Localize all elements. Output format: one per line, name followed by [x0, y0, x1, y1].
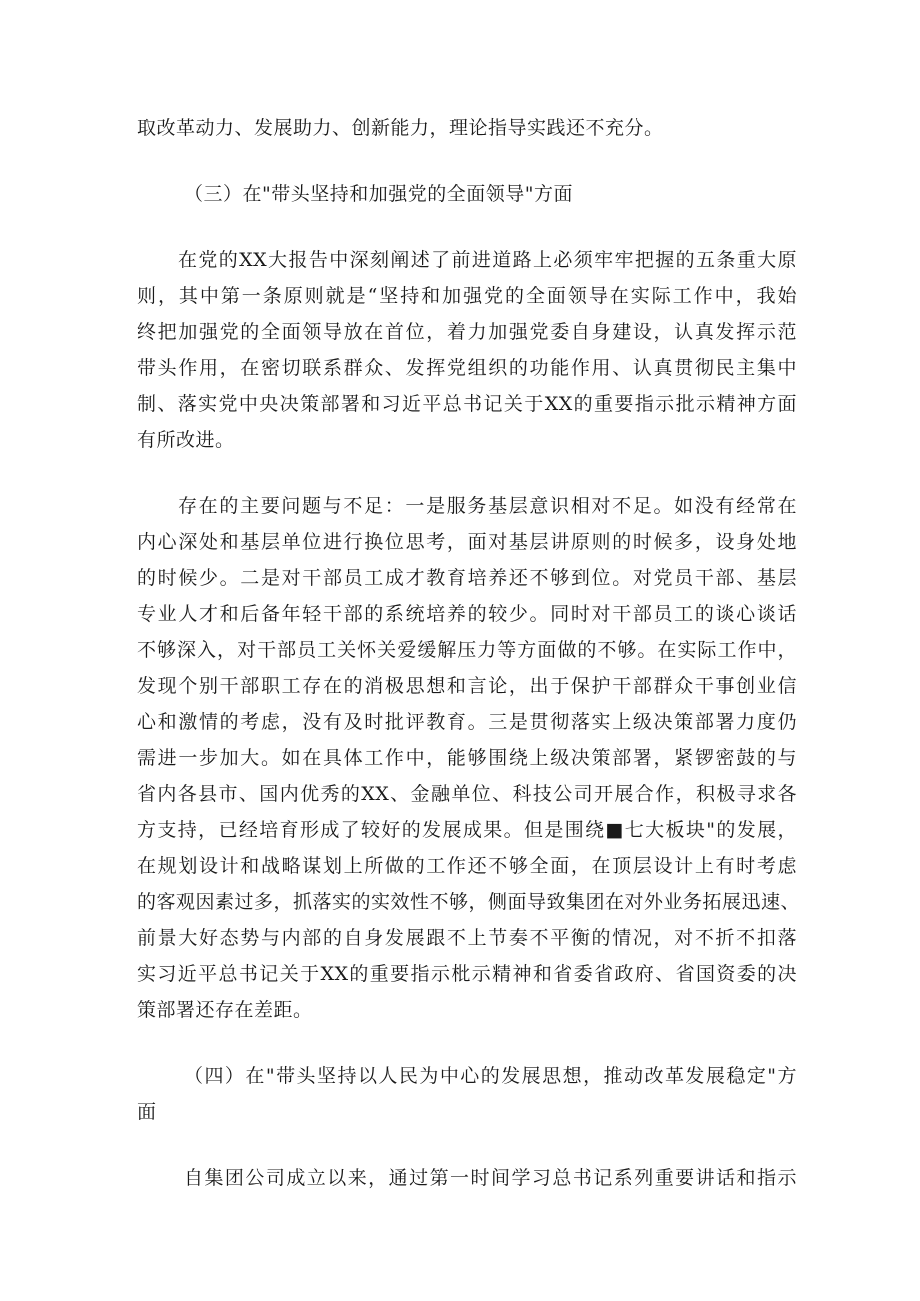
paragraph-line: 发现个别干部职工存在的消极思想和言论，出于保护干部群众干事创业信	[137, 675, 797, 697]
paragraph-line: 终把加强党的全面领导放在首位，着力加强党委自身建设，认真发挥示范	[137, 321, 797, 343]
paragraph-line: 制、落实党中央决策部署和习近平总书记关于XX的重要指示批示精神方面	[137, 393, 797, 415]
paragraph-line: 心和激情的考虑，没有及时批评教育。三是贯彻落实上级决策部署力度仍	[137, 711, 797, 733]
paragraph-line: 需进一步加大。如在具体工作中，能够围绕上级决策部署，紧锣密鼓的与	[137, 747, 797, 769]
paragraph-line: 前景大好态势与内部的自身发展跟不上节奏不平衡的情况，对不折不扣落	[137, 927, 797, 949]
paragraph-line: 实习近平总书记关于XX的重要指示枇示精神和省委省政府、省国资委的决	[137, 963, 797, 985]
paragraph-line: 的客观因素过多，抓落实的实效性不够，侧面导致集团在对外业务拓展迅速、	[137, 891, 801, 913]
paragraph-line: 带头作用，在密切联系群众、发挥党组织的功能作用、认真贯彻民主集中	[137, 357, 797, 379]
paragraph-line: 的时候少。二是对干部员工成才教育培养还不够到位。对党员干部、基层	[137, 567, 797, 589]
paragraph-line: 取改革动力、发展助力、创新能力，理论指导实践还不充分。	[137, 117, 664, 139]
section-heading: （四）在"带头坚持以人民为中心的发展思想，推动改革发展稳定"方	[184, 1065, 797, 1087]
paragraph-line: 则，其中第一条原则就是“坚持和加强党的全面领导在实际工作中，我始	[137, 285, 797, 307]
section-heading: （三）在"带头坚持和加强党的全面领导"方面	[184, 183, 573, 205]
paragraph-line: 自集团公司成立以来，通过第一时间学习总书记系列重要讲话和指示	[184, 1167, 797, 1189]
paragraph-line: 方支持，已经培育形成了较好的发展成果。但是围绕■七大板块"的发展，	[137, 819, 797, 841]
paragraph-line: 专业人才和后备年轻干部的系统培养的较少。同时对干部员工的谈心谈话	[137, 603, 797, 625]
paragraph-line: 存在的主要问题与不足：一是服务基层意识相对不足。如没有经常在	[178, 495, 797, 517]
paragraph-line: 省内各县市、国内优秀的XX、金融单位、科技公司开展合作，积极寻求各	[137, 783, 797, 805]
paragraph-line: 不够深入，对干部员工关怀关爱缓解压力等方面做的不够。在实际工作中，	[137, 639, 797, 661]
paragraph-line: 内心深处和基层单位进行换位思考，面对基层讲原则的时候多，设身处地	[137, 531, 797, 553]
paragraph-line: 在规划设计和战略谋划上所做的工作还不够全面，在顶层设计上有时考虑	[137, 855, 797, 877]
paragraph-line: 策部署还存在差距。	[137, 999, 313, 1021]
paragraph-line: 有所改进。	[137, 429, 235, 451]
paragraph-line: 在党的XX大报告中深刻阐述了前进道路上必须牢牢把握的五条重大原	[178, 249, 797, 271]
section-heading: 面	[137, 1101, 157, 1123]
